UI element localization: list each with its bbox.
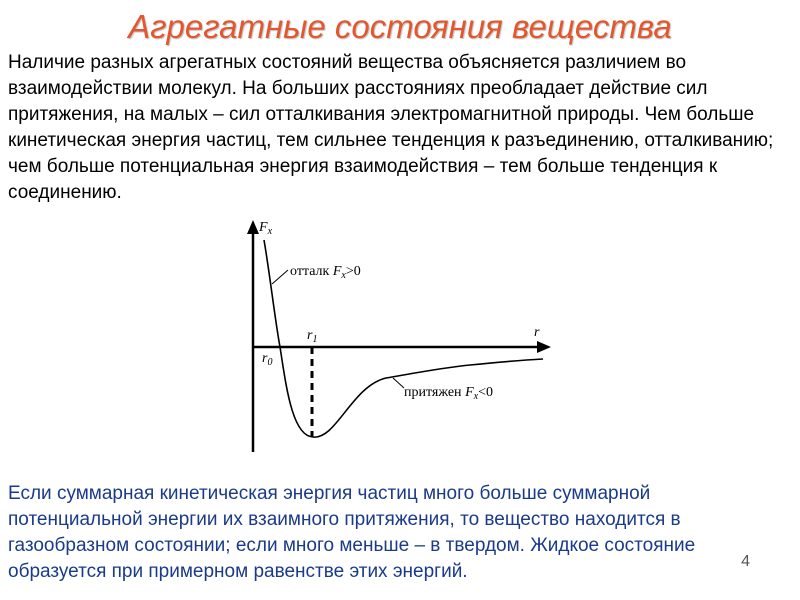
conclusion-paragraph: Если суммарная кинетическая энергия частиц много больше суммарной потенциальной энергии их взаимного притяжения, то вещество находится в газообразном состоянии; если много меньше – в твердом. Жидкое состояние образуется при примерном равенстве этих энергий. [8,483,696,582]
slide-title: Агрегатные состояния вещества [128,8,672,45]
page-number: 4 [741,553,750,570]
y-axis-label: $F_x$ [259,220,273,237]
r0-label: $r_0$ [262,351,273,368]
x-axis-label: r [534,325,540,340]
y-axis-arrow [247,220,259,234]
intro-paragraph: Наличие разных агрегатных состояний вещества объясняется различием во взаимодействии молекул. На больших расстояниях преобладает действие сил притяжения, на малых – сил отталкивания электромагнитной природы. Чем больше кинетическая энергия частиц, тем сильнее тенденция к разъединению, отталкиванию; чем больше потенциальная энергия взаимодействия – тем больше тенденция к соединению. [8,52,774,203]
attraction-label: притяжен $F_x<0$ [404,385,493,402]
repulsion-pointer [272,270,288,284]
repulsion-label: отталк $F_x>0$ [290,264,361,281]
r1-label: $r_1$ [307,328,318,345]
x-axis-arrow [537,341,551,353]
attraction-pointer [393,378,404,388]
